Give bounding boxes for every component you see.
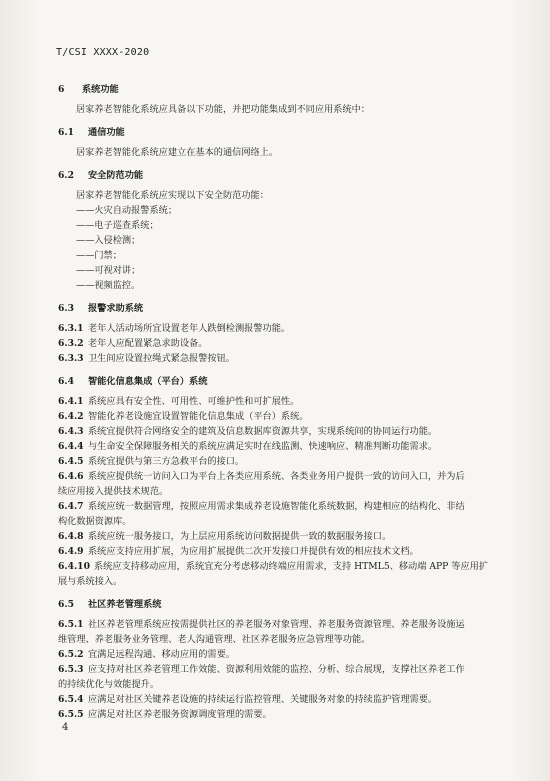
clause-continuation: 维管理、养老服务业务管理、老人沟通管理、社区养老服务应急管理等功能。	[58, 634, 371, 645]
clause: 6.4.1 系统应具有安全性、可用性、可维护性和可扩展性。	[58, 396, 300, 407]
paragraph: 居家养老智能化系统应实现以下安全防范功能：	[76, 190, 269, 201]
document-code: T/CSI XXXX-2020	[56, 47, 150, 58]
section-heading: 6.3 报警求助系统	[58, 303, 144, 314]
list-item: ——可视对讲；	[76, 265, 141, 276]
clause: 6.4.3 系统宜提供符合网络安全的建筑及信息数据库资源共享，实现系统间的协同运行功能。	[58, 426, 438, 437]
clause: 6.4.6 系统应提供统一访问入口为平台上各类应用系统、各类业务用户提供一致的访问入口，并为后	[58, 471, 465, 482]
list-item: ——电子巡查系统；	[76, 220, 159, 231]
section-heading: 6.1 通信功能	[58, 127, 125, 138]
paragraph: 居家养老智能化系统应建立在基本的通信网络上。	[76, 147, 279, 158]
clause: 6.5.1 社区养老管理系统应按需提供社区的养老服务对象管理、养老服务资源管理、养老服务设施运	[58, 619, 465, 630]
section-heading: 6 系统功能	[58, 84, 119, 95]
list-item: ——火灾自动报警系统；	[76, 205, 178, 216]
clause-continuation: 构化数据资源库。	[58, 516, 132, 527]
document-body	[58, 74, 508, 722]
paragraph: 居家养老智能化系统应具备以下功能，并把功能集成到不同应用系统中：	[76, 104, 370, 115]
list-item: ——门禁；	[76, 250, 122, 261]
clause: 6.5.2 宜满足远程沟通、移动应用的需要。	[58, 649, 235, 660]
clause: 6.4.10 系统应支持移动应用，系统宜充分考虑移动终端应用需求，支持 HTML5、移动端 APP 等应用扩	[58, 561, 489, 572]
clause: 6.4.7 系统应统一数据管理，按照应用需求集成养老设施智能化系统数据，构建相应的结构化、非结	[58, 501, 465, 512]
clause: 6.4.2 智能化养老设施宜设置智能化信息集成（平台）系统。	[58, 411, 309, 422]
list-item: ——视频监控。	[76, 280, 141, 291]
clause: 6.4.9 系统应支持应用扩展，为应用扩展提供二次开发接口并提供有效的相应技术文档。	[58, 546, 419, 557]
clause: 6.4.8 系统应统一服务接口，为上层应用系统访问数据提供一致的数据服务接口。	[58, 531, 392, 542]
clause: 6.3.2 老年人应配置紧急求助设备。	[58, 338, 208, 349]
page-number: 4	[62, 722, 69, 733]
clause: 6.4.4 与生命安全保障服务相关的系统应满足实时在线监测、快速响应、精准判断功能需求。	[58, 441, 438, 452]
clause-continuation: 的持续优化与效能提升。	[58, 679, 160, 690]
section-heading: 6.5 社区养老管理系统	[58, 599, 162, 610]
section-heading: 6.2 安全防范功能	[58, 170, 144, 181]
section-heading: 6.4 智能化信息集成（平台）系统	[58, 376, 208, 387]
clause: 6.3.3 卫生间应设置拉绳式紧急报警按钮。	[58, 353, 235, 364]
clause-continuation: 展与系统接入。	[58, 576, 123, 587]
clause: 6.5.4 应满足对社区关键养老设施的持续运行监控管理、关键服务对象的持续监护管理需要。	[58, 694, 438, 705]
list-item: ——入侵检测；	[76, 235, 141, 246]
clause: 6.3.1 老年人活动场所宜设置老年人跌倒检测报警功能。	[58, 323, 291, 334]
clause: 6.5.3 应支持对社区养老管理工作效能、资源利用效能的监控、分析、综合展现，支撑社区养老工作	[58, 664, 465, 675]
clause: 6.5.5 应满足对社区养老服务资源调度管理的需要。	[58, 709, 272, 720]
clause-continuation: 续应用接入提供技术规范。	[58, 486, 169, 497]
clause: 6.4.5 系统宜提供与第三方急救平台的接口。	[58, 456, 245, 467]
